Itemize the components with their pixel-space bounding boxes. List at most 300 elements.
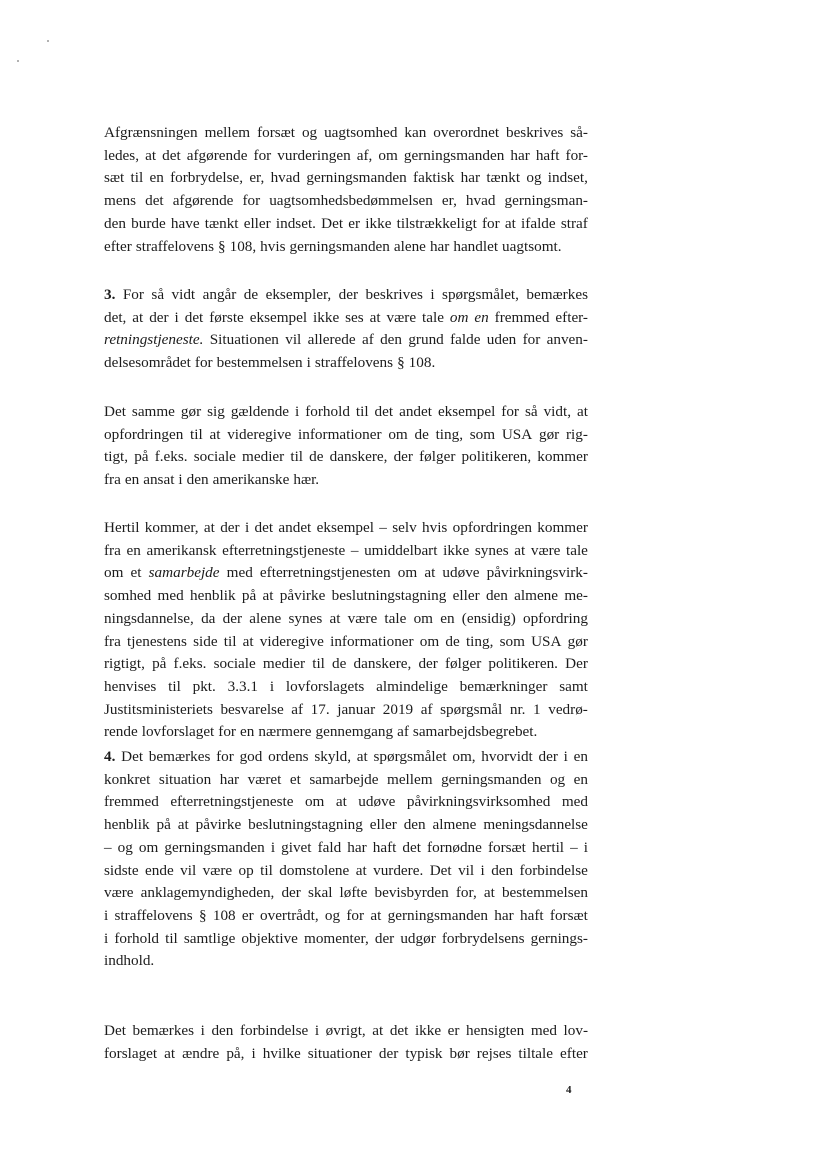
word: det	[402, 838, 421, 856]
word: det	[162, 146, 181, 164]
word: indhold.	[104, 952, 155, 970]
word: være	[530, 541, 561, 559]
word: USA	[501, 425, 533, 443]
word: skal	[307, 884, 333, 902]
word: det	[389, 1022, 409, 1039]
word: vurderingen	[277, 146, 351, 164]
word: løfte	[339, 884, 368, 902]
word: der	[374, 929, 395, 947]
word: tale	[422, 308, 444, 326]
word: gældende	[230, 403, 290, 420]
word: forhold	[305, 403, 350, 420]
word: skyld,	[314, 748, 352, 765]
word: om	[419, 632, 440, 650]
text-line	[104, 837, 588, 860]
word: ende	[145, 861, 174, 879]
word: tilstrækkeligt	[396, 214, 477, 232]
word: til	[190, 425, 203, 443]
word: første	[209, 308, 244, 326]
word: kan	[404, 124, 427, 141]
text-line	[104, 562, 588, 585]
text-line	[104, 608, 588, 631]
paragraph-section-4	[104, 746, 588, 973]
word: umiddelbart	[364, 541, 438, 559]
text-line	[104, 424, 588, 447]
word: tale	[384, 609, 407, 627]
word: efterretningstjeneste	[222, 541, 346, 559]
word: besvarelse	[220, 700, 284, 718]
word: –	[570, 838, 578, 856]
word: der	[393, 448, 413, 466]
word: til	[290, 448, 304, 466]
word: være	[104, 884, 134, 902]
word: den	[491, 861, 514, 879]
word: uagtsomhed	[324, 124, 398, 141]
word: lov-	[563, 1022, 588, 1039]
word: af	[420, 700, 433, 718]
text-line	[104, 469, 588, 492]
word: det	[254, 519, 274, 536]
word: har	[347, 838, 367, 856]
word: fornødne	[427, 838, 482, 856]
word: videregive	[227, 425, 292, 443]
word: eksempel	[316, 519, 374, 536]
word: været	[247, 770, 282, 788]
word: allerede	[307, 331, 356, 349]
word: for	[522, 331, 541, 349]
word: så-	[570, 124, 588, 141]
word: spørgsmål	[440, 700, 503, 718]
word: og	[526, 169, 542, 187]
word: i	[306, 354, 311, 372]
word: synes	[288, 609, 323, 627]
word: da	[201, 609, 216, 627]
word: forhold	[114, 929, 160, 947]
word: forbrydelsens	[441, 929, 525, 947]
word: hvad	[465, 192, 496, 210]
word: har	[510, 146, 530, 164]
word: påvirkningsvirksomhed	[406, 793, 551, 811]
word: bevisbyrden	[374, 884, 449, 902]
word: den	[104, 214, 126, 232]
word: fremmed	[104, 793, 159, 811]
word: fra	[104, 471, 121, 489]
text-line	[104, 1043, 588, 1066]
word: Det	[121, 748, 144, 765]
word: 108,	[229, 237, 257, 255]
word: i	[269, 677, 275, 695]
paragraph-samarbejde	[104, 517, 588, 744]
word: til	[355, 403, 369, 420]
word: som	[469, 425, 496, 443]
word: at	[145, 146, 157, 164]
word: USA	[531, 632, 562, 650]
word: spørgsmålet,	[442, 286, 519, 303]
word: en	[240, 723, 255, 741]
word: i	[104, 906, 109, 924]
word: afgørende	[172, 192, 234, 210]
scan-speck	[17, 60, 19, 62]
word: der	[418, 655, 438, 673]
word: og	[117, 838, 133, 856]
word: ses	[345, 308, 364, 326]
word: en	[573, 770, 588, 788]
word: der	[220, 519, 240, 536]
word: Der	[565, 655, 588, 673]
word: me-	[564, 587, 588, 605]
word: at	[514, 541, 526, 559]
word: at	[209, 425, 221, 443]
word: tigt,	[104, 448, 129, 466]
word: f.eks.	[173, 655, 207, 673]
text-line	[104, 167, 588, 190]
word: konkret	[104, 770, 151, 788]
word: overordnet	[433, 124, 500, 141]
word: ikke	[365, 214, 392, 232]
word: en	[149, 169, 164, 187]
word: sociale	[213, 655, 256, 673]
word: alene	[393, 237, 426, 255]
word: straffelovens	[135, 237, 214, 255]
word: der	[378, 1044, 399, 1062]
word: selv	[392, 519, 417, 536]
word: gennemgang	[315, 723, 394, 741]
word: For	[122, 286, 144, 303]
word: af,	[356, 146, 373, 164]
word: –	[379, 519, 387, 536]
word: f.eks.	[154, 448, 188, 466]
word: uagtsomt.	[502, 237, 562, 255]
word: Situationen	[209, 331, 279, 349]
word: har	[219, 770, 240, 788]
word: sig	[207, 403, 225, 420]
word: øvrigt,	[325, 1022, 366, 1039]
word: bør	[449, 1044, 470, 1062]
word: 108.	[408, 354, 436, 372]
word: opfordringen	[452, 519, 532, 536]
word: de	[309, 448, 324, 466]
word: haft	[372, 838, 397, 856]
word: til	[168, 677, 181, 695]
word: og	[549, 770, 566, 788]
word: samarbejdsbegrebet.	[412, 723, 538, 741]
word: at	[369, 308, 381, 326]
word: uden	[486, 331, 517, 349]
word: anven-	[546, 331, 588, 349]
word: at	[356, 748, 368, 765]
word: om	[104, 564, 124, 582]
word: ordens	[268, 748, 309, 765]
text-line	[104, 236, 588, 259]
word: hær.	[293, 471, 320, 489]
word: samarbejde	[148, 564, 220, 582]
word: det	[145, 192, 164, 210]
word: Afgrænsningen	[104, 124, 198, 141]
word: gernings-	[530, 929, 588, 947]
word: gør	[567, 632, 588, 650]
word: andet	[399, 403, 432, 420]
word: samt	[559, 677, 588, 695]
word: udøve	[442, 564, 480, 582]
word: for,	[455, 884, 477, 902]
text-line	[104, 928, 588, 951]
word: straffelovens	[114, 906, 193, 924]
word: på	[134, 448, 149, 466]
word: er,	[441, 192, 457, 210]
word: straf	[560, 214, 588, 232]
text-line	[104, 814, 588, 837]
word: i	[314, 1022, 320, 1039]
word: den	[186, 471, 209, 489]
word: på	[241, 587, 257, 605]
text-line	[104, 860, 588, 883]
word: videregive	[259, 632, 324, 650]
word: gerningsmanden	[289, 237, 390, 255]
word: eller	[369, 816, 397, 834]
word: bemærkninger	[459, 677, 548, 695]
word: følger	[444, 655, 482, 673]
word: grund	[408, 331, 444, 349]
word: påvirke	[279, 587, 326, 605]
word: politikeren.	[488, 655, 558, 673]
word: 4.	[104, 748, 116, 765]
word: ikke	[414, 1022, 442, 1039]
word: at	[164, 1044, 176, 1062]
word: for	[194, 354, 213, 372]
word: om	[449, 308, 469, 326]
text-line	[104, 905, 588, 928]
word: fald	[317, 838, 342, 856]
word: mellem	[387, 770, 433, 788]
word: med	[157, 587, 184, 605]
word: gerningsmanden	[164, 838, 265, 856]
word: ting,	[465, 632, 494, 650]
word: vedrø-	[548, 700, 588, 718]
word: 3.	[104, 286, 116, 303]
word: lovforslagets	[285, 677, 365, 695]
word: til	[223, 632, 237, 650]
word: at	[576, 403, 588, 420]
text-line	[104, 213, 588, 236]
word: sociale	[193, 448, 236, 466]
word: at	[355, 861, 367, 879]
text-line	[104, 882, 588, 905]
word: den	[485, 587, 508, 605]
text-line	[104, 676, 588, 699]
word: og	[301, 124, 318, 141]
word: om	[378, 146, 398, 164]
word: et	[289, 770, 301, 788]
word: i	[104, 929, 109, 947]
word: vurdere.	[373, 861, 424, 879]
word: efter	[104, 237, 132, 255]
word: hvorvidt	[481, 748, 533, 765]
word: i	[480, 861, 485, 879]
word: Justitsministeriets	[104, 700, 213, 718]
word: lovforslaget	[141, 723, 215, 741]
word: tale	[566, 541, 588, 559]
word: der	[222, 609, 243, 627]
text-line	[104, 721, 588, 744]
paragraph-andet-eksempel	[104, 401, 588, 492]
word: informationer	[330, 632, 414, 650]
word: i	[244, 519, 250, 536]
word: beslutningstagning	[331, 587, 447, 605]
word: fra	[104, 541, 121, 559]
word: i	[251, 1044, 256, 1062]
word: at	[424, 564, 436, 582]
word: informationer	[298, 425, 382, 443]
word: til	[312, 655, 325, 673]
word: med	[530, 1022, 557, 1039]
word: at	[132, 308, 144, 326]
word: haft	[519, 906, 544, 924]
word: indset,	[547, 169, 588, 187]
word: situation	[158, 770, 212, 788]
word: på	[156, 816, 171, 834]
word: er	[348, 214, 361, 232]
word: hvad	[270, 169, 301, 187]
word: burde	[131, 214, 166, 232]
word: henblik	[104, 816, 150, 834]
word: situationer	[307, 1044, 372, 1062]
word: afgørende	[186, 146, 248, 164]
word: §	[198, 906, 207, 924]
word: 108	[212, 906, 236, 924]
word: rende	[104, 723, 138, 741]
word: fremmed	[494, 308, 550, 326]
word: om	[304, 793, 325, 811]
word: hertil	[531, 838, 565, 856]
word: bestemmelsen	[216, 354, 303, 372]
word: bemærkes	[148, 748, 211, 765]
word: beslutningstagning	[248, 816, 363, 834]
word: er	[447, 1022, 460, 1039]
word: politikeren,	[461, 448, 532, 466]
text-line	[104, 746, 588, 769]
word: den	[380, 331, 403, 349]
word: eksempel	[437, 403, 496, 420]
word: kommer,	[144, 519, 199, 536]
word: for	[481, 214, 500, 232]
word: henvises	[104, 677, 157, 695]
word: gerningsmanden	[306, 169, 407, 187]
word: er,	[249, 169, 265, 187]
word: hensigten	[466, 1022, 525, 1039]
page-number: 4	[566, 1084, 572, 1096]
word: det	[184, 308, 204, 326]
word: tiltale	[518, 1044, 554, 1062]
text-line	[104, 950, 588, 973]
word: almindelige	[376, 677, 448, 695]
word: Hertil	[104, 519, 140, 536]
word: være	[347, 609, 378, 627]
text-line	[104, 699, 588, 722]
word: en	[474, 308, 489, 326]
word: der	[281, 884, 301, 902]
word: uagtsomhedsbedømmelsen	[269, 192, 433, 210]
word: som	[499, 632, 525, 650]
word: har	[429, 237, 450, 255]
word: med	[226, 564, 253, 582]
word: de	[445, 632, 460, 650]
word: §	[218, 237, 226, 255]
word: medier	[242, 448, 285, 466]
word: er	[241, 906, 254, 924]
word: en	[124, 471, 140, 489]
word: vidt,	[543, 403, 572, 420]
word: eksempel	[249, 308, 308, 326]
word: eksempler,	[265, 286, 332, 303]
word: gerningsmanden	[387, 906, 489, 924]
word: eller	[243, 214, 271, 232]
word: domstolene	[279, 861, 350, 879]
text-line	[104, 517, 588, 540]
word: udgør	[400, 929, 436, 947]
word: at	[372, 1022, 384, 1039]
word: mellem	[204, 124, 251, 141]
word: de	[332, 655, 347, 673]
word: gerningsman-	[504, 192, 588, 210]
word: en	[573, 748, 588, 765]
word: almene	[514, 587, 559, 605]
text-line	[104, 307, 588, 330]
word: bemærkes	[526, 286, 588, 303]
word: gerningsmanden	[441, 770, 542, 788]
word: i	[174, 308, 179, 326]
word: hvis	[422, 519, 448, 536]
word: alene	[249, 609, 282, 627]
word: sidste	[104, 861, 139, 879]
word: ledes,	[104, 146, 140, 164]
word: hvis	[260, 237, 286, 255]
word: pkt.	[192, 677, 216, 695]
word: om	[397, 564, 418, 582]
word: om	[138, 838, 159, 856]
text-line	[104, 1020, 588, 1043]
word: Det	[321, 214, 344, 232]
text-line	[104, 540, 588, 563]
word: medier	[262, 655, 306, 673]
word: Det	[104, 403, 126, 420]
word: om,	[452, 748, 476, 765]
word: gør	[538, 425, 560, 443]
word: at	[483, 884, 495, 902]
word: til	[165, 929, 178, 947]
word: så	[524, 403, 538, 420]
word: (ensidig)	[461, 609, 516, 627]
word: at	[177, 816, 189, 834]
word: så	[151, 286, 165, 303]
word: anklagemyndigheden,	[140, 884, 275, 902]
word: de	[414, 425, 429, 443]
word: for	[242, 192, 261, 210]
word: et	[130, 564, 142, 582]
word: for	[346, 906, 365, 924]
word: 1	[533, 700, 541, 718]
word: §	[397, 354, 405, 372]
word: straffelovens	[314, 354, 394, 372]
word: påvirkningsvirk-	[486, 564, 588, 582]
text-line	[104, 446, 588, 469]
word: tænkt	[204, 214, 239, 232]
word: danskere,	[329, 448, 388, 466]
word: de	[243, 286, 259, 303]
word: spørgsmålet	[373, 748, 447, 765]
word: haft	[535, 146, 560, 164]
word: synes	[474, 541, 509, 559]
word: bestemmelsen	[501, 884, 588, 902]
